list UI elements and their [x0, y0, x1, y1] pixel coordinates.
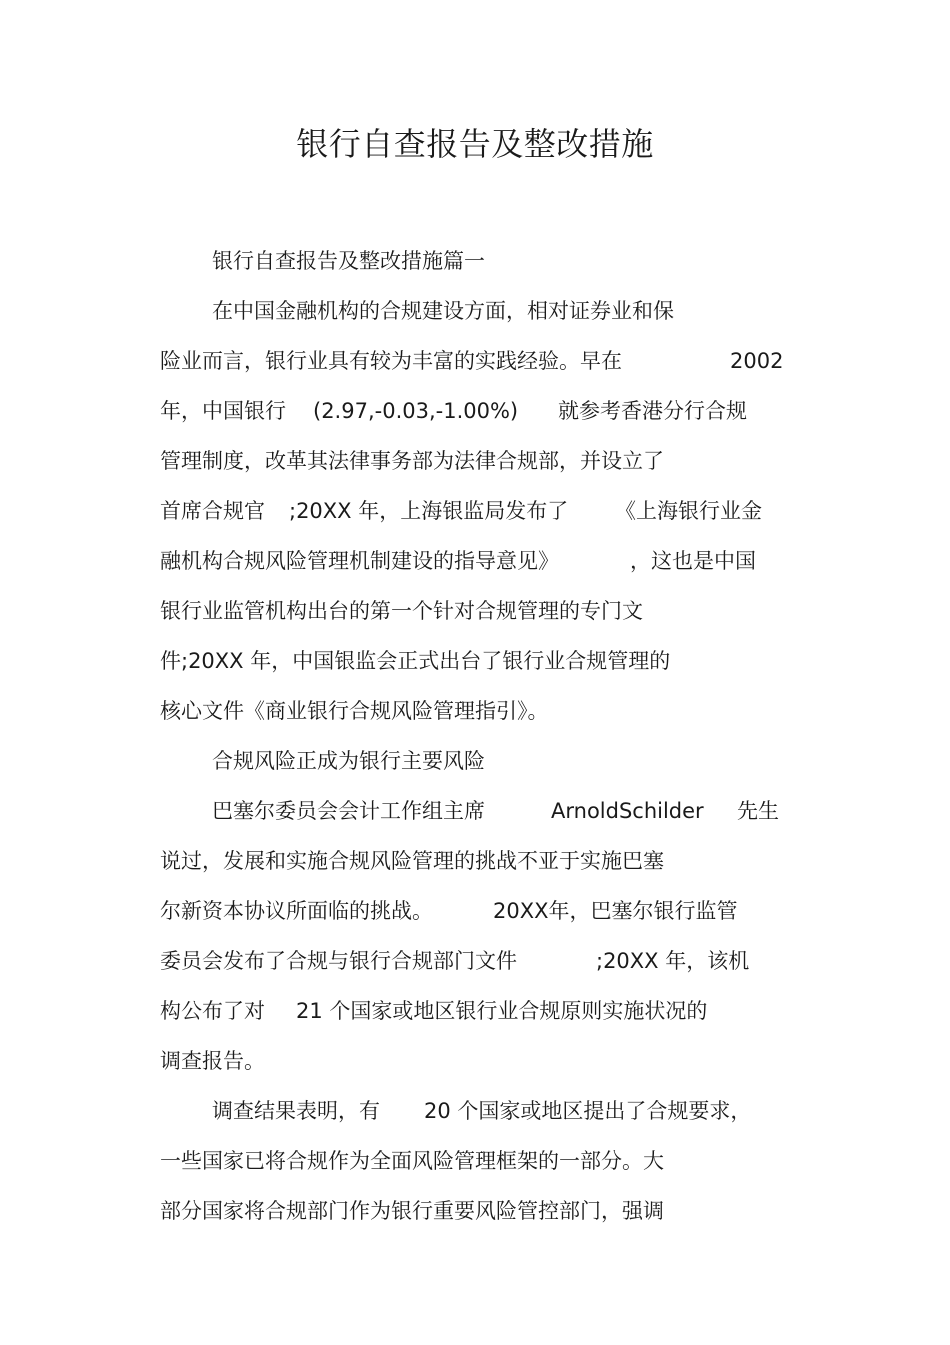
paragraph-line [160, 343, 784, 379]
paragraph-line [212, 1093, 772, 1129]
text-fragment: 委员会发布了合规与银行合规部门文件 [160, 949, 517, 973]
text-fragment: 巴塞尔委员会会计工作组主席 [212, 799, 485, 823]
paragraph-line [160, 843, 664, 879]
text-fragment: 尔新资本协议所面临的挑战。 [160, 899, 433, 923]
text-fragment: 《上海银行业金 [615, 499, 762, 523]
section-subheading [212, 743, 485, 779]
text-fragment: ;20XX 年，上海银监局发布了 [289, 499, 569, 523]
text-fragment: 年，中国银行 [160, 399, 286, 423]
paragraph-line [160, 993, 780, 1029]
document-title: 银行自查报告及整改措施 [296, 125, 654, 163]
section-heading [212, 243, 485, 279]
text-fragment: 首席合规官 [160, 499, 265, 523]
text-fragment: 融机构合规风险管理机制建设的指导意见》 [160, 549, 559, 573]
paragraph-line [160, 443, 664, 479]
text-line: 说过，发展和实施合规风险管理的挑战不亚于实施巴塞 [160, 849, 664, 873]
text-line: 合规风险正成为银行主要风险 [212, 749, 485, 773]
paragraph-line [212, 793, 787, 829]
text-line: 在中国金融机构的合规建设方面，相对证券业和保 [212, 299, 674, 323]
text-fragment: 先生 [737, 799, 779, 823]
text-fragment: 构公布了对 [160, 999, 265, 1023]
paragraph-line [212, 293, 674, 329]
paragraph-line [160, 643, 670, 679]
text-line: 件;20XX 年，中国银监会正式出台了银行业合规管理的 [160, 649, 671, 673]
text-fragment: 2002 [730, 349, 784, 373]
text-line: 银行业监管机构出台的第一个针对合规管理的专门文 [160, 599, 643, 623]
paragraph-line [160, 1143, 664, 1179]
text-fragment: ArnoldSchilder [551, 799, 704, 823]
text-line: 调查报告。 [160, 1049, 265, 1073]
text-line: 银行自查报告及整改措施篇一 [212, 249, 485, 273]
text-fragment: ，这也是中国 [630, 549, 756, 573]
paragraph-line [160, 693, 549, 729]
paragraph-line [160, 893, 780, 929]
text-fragment: 20 个国家或地区提出了合规要求， [424, 1099, 752, 1123]
paragraph-line [160, 393, 780, 429]
text-line: 核心文件《商业银行合规风险管理指引》。 [160, 699, 549, 723]
text-fragment: 调查结果表明，有 [212, 1099, 380, 1123]
text-fragment: 21 个国家或地区银行业合规原则实施状况的 [296, 999, 708, 1023]
text-line: 部分国家将合规部门作为银行重要风险管控部门，强调 [160, 1199, 664, 1223]
paragraph-line [160, 593, 643, 629]
text-fragment: 就参考香港分行合规 [558, 399, 747, 423]
paragraph-line [160, 493, 780, 529]
text-line: 一些国家已将合规作为全面风险管理框架的一部分。大 [160, 1149, 664, 1173]
text-fragment: ;20XX 年，该机 [596, 949, 750, 973]
text-fragment: (2.97,-0.03,-1.00%) [313, 399, 519, 423]
text-line: 管理制度，改革其法律事务部为法律合规部，并设立了 [160, 449, 664, 473]
paragraph-line [160, 543, 780, 579]
text-line: 险业而言，银行业具有较为丰富的实践经验。早在 [160, 349, 622, 373]
paragraph-line [160, 1043, 265, 1079]
paragraph-line [160, 1193, 664, 1229]
text-fragment: 20XX年，巴塞尔银行监管 [493, 899, 738, 923]
paragraph-line [160, 943, 780, 979]
